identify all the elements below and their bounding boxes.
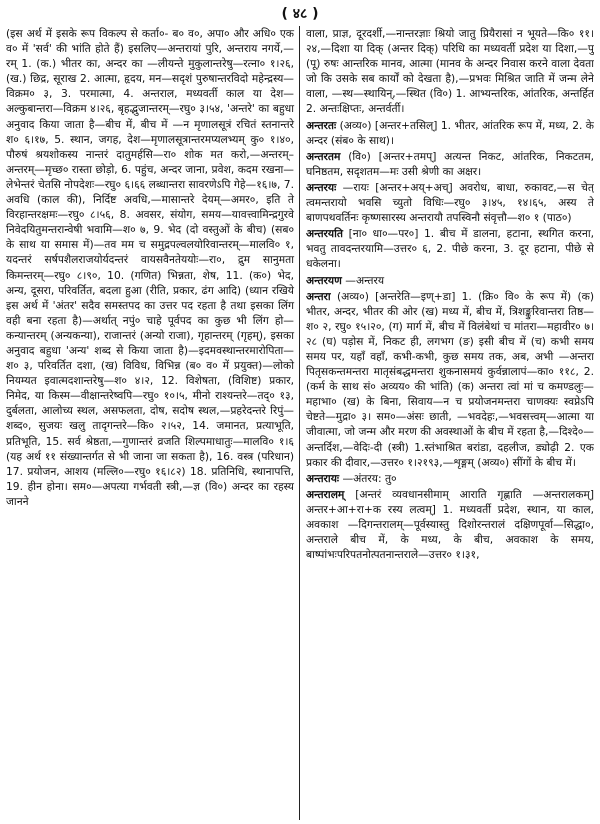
dictionary-entry [306, 118, 594, 148]
dictionary-entry [306, 289, 594, 470]
entry-headword: अन्तरतम [306, 149, 341, 163]
entry-headword: अन्तरयति [306, 227, 343, 241]
entry-headword: अन्तरायः [306, 471, 340, 485]
entry-text: वाला, प्राज्ञ, दूरदर्शी,—नान्तरज्ञाः श्रियो जातु प्रियैरासां न भूयते—कि० ११।२४,—दिशा या दिक् (अन्तर दिक्) परिधि का मध्यवर्ती प्रदेश या दिशा,—पु (पू) रुषः आन्तरिक मानव, आत्मा (मानव के अन्दर निवास करने वाला देवता जो कि उसके सब कार्यों को देखता है),—प्रभवः मिश्रित जाति में जन्म लेने वाला, —स्थ—स्थायिन्,—स्थित (वि०) 1. आभ्यन्तरिक, आंतरिक, अन्तर्हित 2. अन्तःक्षिप्तः, अन्तर्वर्ती। [306, 27, 594, 116]
entry-text: (इस अर्थ में इसके रूप विकल्प से कर्ता०- ब० व०, अपा० और अधि० एक व० में 'सर्व' की भांति होते हैं) इसलिए—अन्तरायां पुरि, अन्तराय नगर्ये,—रम् 1. (क.) भीतर का, अन्दर का —लीयन्ते मुकुलान्तरेषु—रत्ना० १।२६, (ख.) छिद्र, सूराख 2. आत्मा, हृदय, मन—सदृशं पुरुषान्तरविदो महेन्द्रस्य—विक्रम० ३, 3. परमात्मा, 4. अन्तराल, मध्यवर्ती काल या देश—अल्कुबान्तरा—विक्रम ४।२६, बृहद्भुजान्तरम्—रघु० ३।५४, 'अन्तरे' का बहुधा अनुवाद किया जाता है—बीच में, बीच में —न मृणालसूत्रं रचितं स्तनान्तरे श० ६।१७, 5. स्थान, जगह, देश—मृणालसूत्रान्तरमप्यलभ्यम् कु० १।४०, पौरुषं श्रयशोकस्य नान्तरं दातुमर्हसि—रा० शोक मत करो,—अन्तरम्–अन्तरम्—मृच्छ० रास्ता छोड़ो, 6. पहुंच, अन्दर जाना, प्रवेश, कदम रखना—लेभेन्तरं चेतसि नोपदेशः—रघु० ६।६६ लब्धान्तरा सावरणेऽपि गेहे—१६।७, 7. अवधि (काल की), निर्दिष्ट अवधि,—मासान्तरे देयम्—अमर०, इति ते विरहान्तरक्षमः—रघु० ८।५६, 8. अवसर, संयोग, समय—यावत्त्वामिन्द्रगुरवे निवेदयितुमन्तरान्वेषी भवामि—श० ७, 9. भेद (दो वस्तुओं के बीच) (सब० के साथ या समास में)—तव मम च समुद्रपल्वलयोरिवान्तरम्—मालवि० १, यदन्तरं सर्षपशैलराजयोर्यदन्तरं वायसवैनतेययोः—रा०, द्रुम सानुमता किमन्तरम्—रघु० ८।९०, 10. (गणित) भिन्नता, शेष, 11. (क०) भेद, अन्य, दूसरा, परिवर्तित, बदला हुआ (रीति, प्रकार, ढंग आदि) (ध्यान रखिये इस अर्थ में 'अंतर' सदैव समस्तपद का उत्तर पद रहता है तथा इसका लिंग वही बना रहता है)—अर्थात् नपुं० चाहे पूर्वपद का कुछ भी लिंग हो—कन्यान्तरम् (अन्यकन्या), राजान्तरं (अन्यो राजा), गृहान्तरम् (गृहम्), इसका अनुवाद बहुधा 'अन्य' शब्द से किया जाता है)—इदमवस्थान्तरमारोपिता—श० ३, परिवर्तित दशा, (ख) विविध, विभिन्न (ब० व० में प्रयुक्त)—लोको नियम्यत इवात्मदशान्तरेषु—श० ४।२, 12. विशेषता, (विशिष्ट) प्रकार, निमेद, या किस्म—वीक्षान्तरेष्वपि—रघु० १०।५, मीनो राश्यन्तरे—तद्० १३, दुर्बलता, आलोच्य स्थल, असफलता, दोष, सदोष स्थल,—प्रहरेदन्तरे रिपुं—शब्द०, सुजयः खलु तादृगन्तरे—कि० २।५२, 14. जमानत, प्रत्याभूति, प्रतिभूति, 15. सर्व श्रेष्ठता,—गुणान्तरं व्रजति शिल्पमाधातुः—मालवि० १।६ (यह अर्थ ११ संख्यान्तर्गत से भी जाना जा सकता है), 16. वस्त्र (परिधान) 17. प्रयोजन, आशय (मल्लि०—रघु० १६।८२) 18. प्रतिनिधि, स्थानापत्ति, 19. हीन होना। सम०—अपत्या गर्भवती स्त्री,—ज्ञ (वि०) अन्दर का रहस्य जानने [6, 27, 294, 508]
dictionary-entry [306, 471, 594, 486]
dictionary-entry [306, 26, 594, 117]
entry-headword: अन्तरयः [306, 180, 337, 194]
entry-text: —रायः [अन्तर+अय्+अच्] अवरोध, बाधा, रुकावट,—स चेत् त्वमन्तरायो भवसि च्युतो विधिः—रघु० ३।४५, १४।६५, अस्य ते बाणपथवर्तिनः कृष्णसारस्य अन्तरायौ तपस्विनौ संवृत्तौ—श० १ (पाठ०) [306, 180, 594, 225]
entry-text: (वि०) [अन्तर+तमप्] अत्यन्त निकट, आंतरिक, निकटतम, घनिष्ठतम, सदृशतम—मः उसी श्रेणी का अक्षर। [306, 149, 594, 178]
right-column [300, 26, 594, 820]
dictionary-entry [306, 149, 594, 179]
dictionary-entry [306, 226, 594, 271]
dictionary-entry [306, 273, 594, 288]
dictionary-entry [306, 180, 594, 225]
entry-text: —अंतरय: तु० [342, 471, 397, 485]
entry-text: (अव्य०) [अन्तरेति—इण्+डा] 1. (क्रि० वि० के रूप में) (क) भीतर, अन्दर, भीतर की ओर (ख) मध्य में, बीच में, त्रिशङ्कुरिवान्तरा तिष्ठ—श० २, रघु० १५।२०, (ग) मार्ग में, बीच में विलंबेथां च मांतरा—महावीर० ७।२८ (घ) पड़ोस में, निकट ही, लगभग (ङ) इसी बीच में (च) कभी समय समय पर, यहाँ वहाँ, कभी-कभी, कुछ समय तक, अब, अभी —अन्तरा पितृसकन्तमन्तरा मातृसंबद्धमन्तरा शुकनासमयं कुर्वन्नालापं—का० ११८, 2. (कर्म के साथ सं० अव्यय० की भांति) (क) अन्तरा त्वां मां च कमण्डलुः—महाभा० (ख) के बिना, सिवाय—न च प्रयोजनमन्तरा चाणक्यः स्वप्नेऽपि चेष्टते—मुद्रा० ३। सम०—अंसः छाती, —भवदेहः,—भवसत्त्वम्—आत्मा या जीवात्मा, जो जन्म और मरण की अवस्थाओं के बीच में रहता है,—दिश्दे०—अन्तर्दिश,—वेदिः-दी (स्त्री) 1.स्तंभाश्रित बरांडा, दहलीज, ड्योढ़ी 2. एक प्रकार की दीवार,—उत्तर० १।२१९३,—शृङ्गम् (अव्य०) सींगों के बीच में। [306, 289, 594, 469]
dictionary-entry [306, 487, 594, 562]
two-column-body [6, 26, 594, 820]
entry-text: —अन्तरय [345, 273, 385, 287]
entry-text: [ना० धा०—पर०] 1. बीच में डालना, हटाना, स्थगित करना, भवतु तावदन्तरयामि—उत्तर० ६, 2. पीछे करना, 3. दूर हटाना, पीछे से धकेलना। [306, 227, 594, 271]
entry-headword: अन्तरयण [306, 273, 342, 287]
entry-headword: अन्तरा [306, 289, 331, 303]
page-number: ( ४८ ) [281, 6, 319, 22]
left-column [6, 26, 299, 820]
entry-headword: अन्तरतः [306, 118, 337, 132]
entry-headword: अन्तरालम् [306, 487, 345, 501]
entry-text: [अन्तरं व्यवधानसीमाम् आराति गृह्णाति —अन्तरालकम्] अन्तर+आ+रा+क रस्य लत्वम्] 1. मध्यवर्ती प्रदेश, स्थान, या काल, अवकाश —दिगन्तरालम्—पूर्वस्यास्तु दिशोरन्तरालं दक्षिणपूर्वा—सिद्धा०, अन्तराले बीच में, के मध्य, के बीच, अवकाश के समय, बाष्पांभःपरिपतनोत्पतनान्तराले—उत्तर० १।३१, [306, 487, 594, 562]
dictionary-entry [6, 26, 294, 509]
entry-text: (अव्य०) [अन्तर+तसिल्] 1. भीतर, आंतरिक रूप में, मध्य, 2. के अन्दर (संब० के साथ)। [306, 118, 594, 147]
